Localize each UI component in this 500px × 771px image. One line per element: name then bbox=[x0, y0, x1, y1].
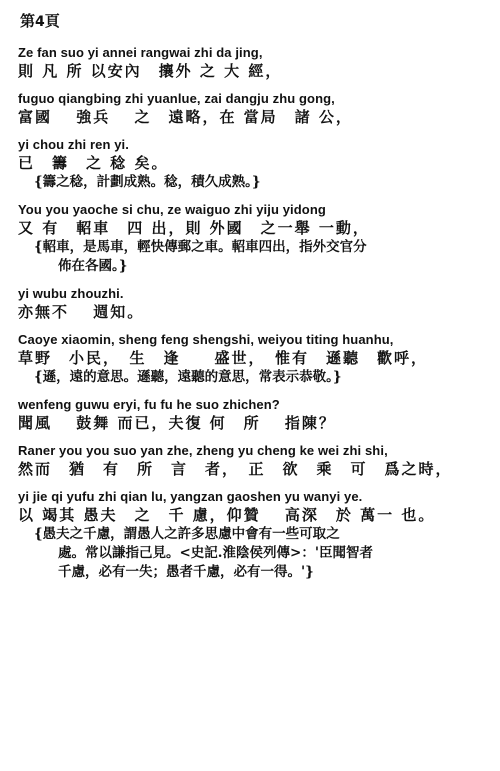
pinyin-line: Caoye xiaomin, sheng feng shengshi, weiyou titing huanhu, bbox=[18, 332, 394, 347]
annotation-line: {遜，遠的意思。遜聽，遠聽的意思，常表示恭敬。} bbox=[34, 369, 342, 385]
verse-block bbox=[18, 331, 488, 387]
page-number-value: 4 bbox=[35, 14, 45, 30]
chinese-line: 亦無不 週知。 bbox=[18, 303, 145, 321]
page-label-prefix: 第 bbox=[20, 12, 36, 30]
pinyin-line: yi jie qi yufu zhi qian lu, yangzan gaoshen yu wanyi ye. bbox=[18, 489, 363, 504]
chinese-line: 富國 強兵 之 遠略，在 當局 諸 公， bbox=[18, 108, 353, 126]
pinyin-line: Raner you you suo yan zhe, zheng yu cheng ke wei zhi shi, bbox=[18, 443, 388, 458]
annotation-line: 佈在各國。} bbox=[58, 258, 128, 274]
annotation-line: {籌之稔，計劃成熟。稔，積久成熟。} bbox=[34, 174, 261, 190]
pinyin-line: Ze fan suo yi annei rangwai zhi da jing, bbox=[18, 45, 263, 60]
pinyin-line: wenfeng guwu eryi, fu fu he suo zhichen? bbox=[18, 397, 280, 412]
verse-block bbox=[18, 201, 488, 276]
verse-block bbox=[18, 396, 488, 433]
annotation-line: {愚夫之千慮，謂愚人之許多思慮中會有一些可取之 bbox=[34, 526, 340, 542]
verse-block bbox=[18, 44, 488, 81]
verse-block bbox=[18, 285, 488, 322]
page-number bbox=[20, 10, 60, 31]
chinese-line: 又 有 軺車 四 出，則 外國 之一舉 一動， bbox=[18, 219, 370, 237]
pinyin-line: yi chou zhi ren yi. bbox=[18, 137, 129, 152]
annotation-line: {軺車，是馬車，輕快傳郵之車。軺車四出，指外交官分 bbox=[34, 239, 367, 255]
annotation-line: 處。常以謙指己見。<史記.淮陰侯列傳>：'臣聞智者 bbox=[58, 545, 373, 561]
page-label-suffix: 頁 bbox=[44, 12, 60, 30]
annotation-line: 千慮，必有一失；愚者千慮，必有一得。'} bbox=[58, 564, 314, 580]
chinese-line: 草野 小民， 生 逢 盛世， 惟有 遜聽 歡呼， bbox=[18, 349, 429, 367]
pinyin-line: You you yaoche si chu, ze waiguo zhi yiju yidong bbox=[18, 202, 326, 217]
chinese-line: 已 籌 之 稔 矣。 bbox=[18, 154, 169, 172]
chinese-line: 聞風 鼓舞 而已，夫復 何 所 指陳？ bbox=[18, 414, 336, 432]
pinyin-line: yi wubu zhouzhi. bbox=[18, 286, 124, 301]
pinyin-line: fuguo qiangbing zhi yuanlue, zai dangju zhu gong, bbox=[18, 91, 335, 106]
chinese-line: 以 竭其 愚夫 之 千 慮，仰贊 高深 於 萬一 也。 bbox=[18, 506, 436, 524]
verse-block bbox=[18, 488, 488, 582]
text-body bbox=[18, 44, 488, 591]
verse-block bbox=[18, 442, 488, 479]
verse-block bbox=[18, 136, 488, 192]
verse-block bbox=[18, 90, 488, 127]
chinese-line: 然而 猶 有 所 言 者， 正 欲 乘 可 爲之時， bbox=[18, 460, 453, 478]
chinese-line: 則 凡 所 以安內 攘外 之 大 經， bbox=[18, 62, 283, 80]
